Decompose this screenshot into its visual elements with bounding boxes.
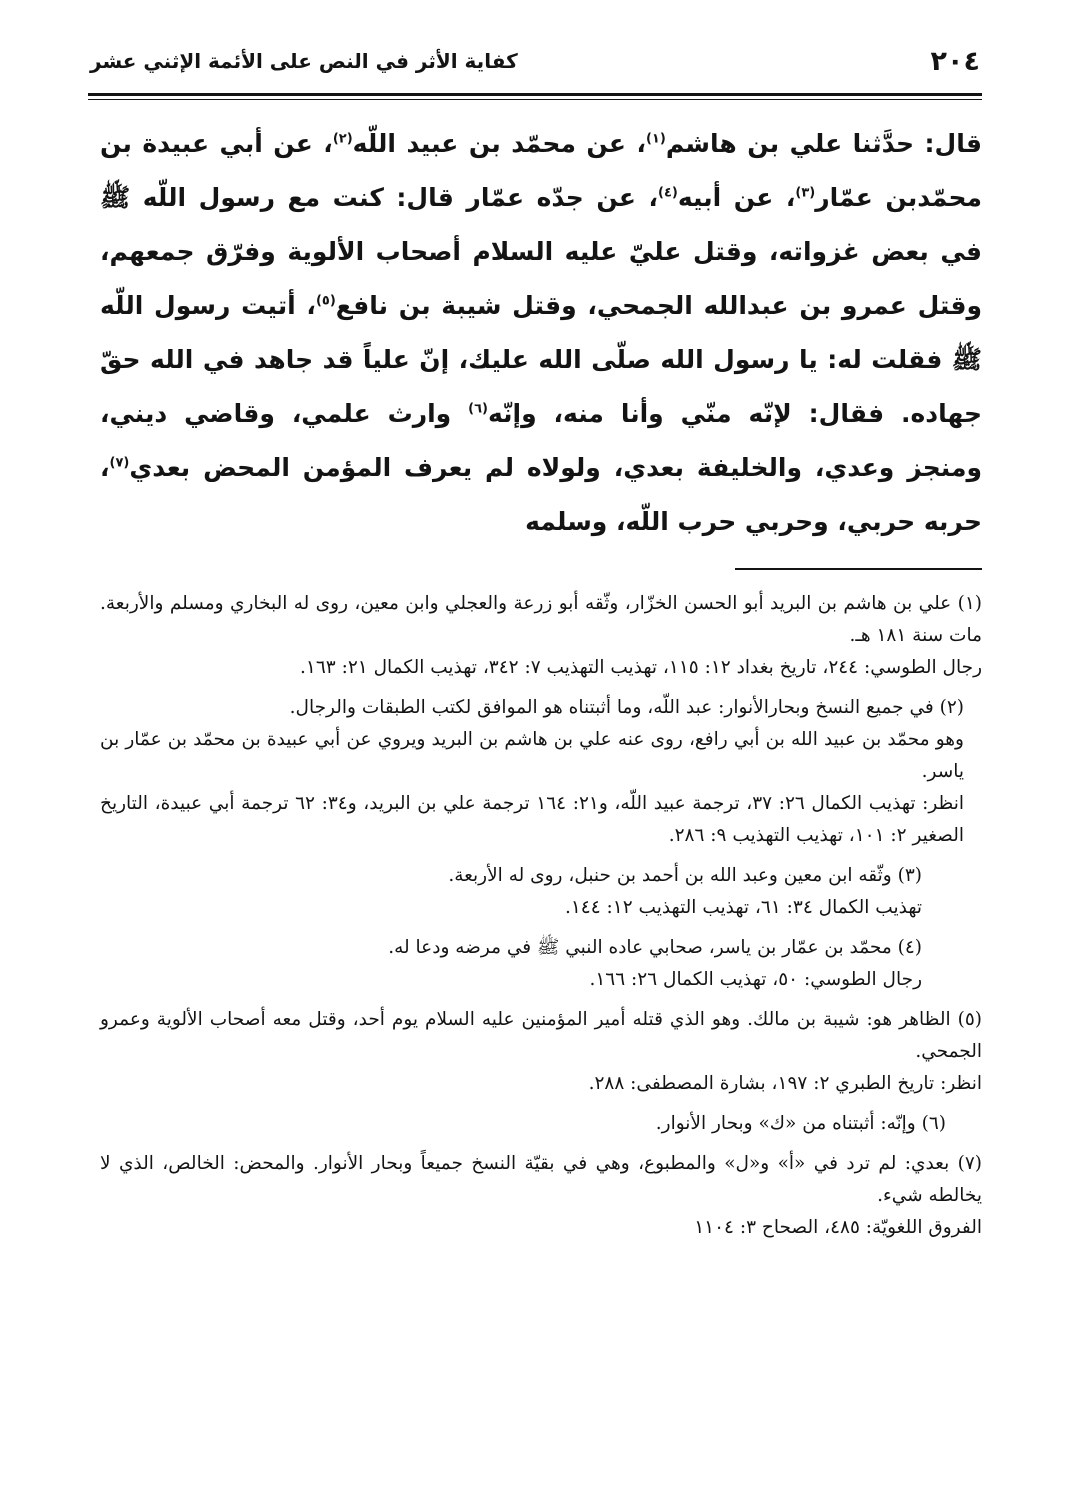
main-text-segment: قال: حدَّثنا علي بن هاشم xyxy=(665,129,982,158)
footnote-ref-1: (١) xyxy=(645,131,666,147)
footnote-4 xyxy=(100,932,982,996)
main-text-segment: ، أتيت رسول اللّه ﷺ فقلت له: يا رسول الله صلّى الله عليك، إنّ علياً قد جاهد في الله حقّ جهاده. فقال: لإنّه منّي وأنا منه، وإنّه xyxy=(100,291,982,428)
footnote-3-text: (٣) وثّقه ابن معين وعبد الله بن أحمد بن حنبل، روى له الأربعة. xyxy=(448,865,922,886)
main-text-segment: وارث علمي، وقاضي ديني، ومنجز وعدي، والخليفة بعدي، ولولاه لم يعرف المؤمن المحض بعدي xyxy=(100,399,982,482)
footnote-ref-4: (٤) xyxy=(658,185,678,201)
footnote-2-note: وهو محمّد بن عبيد الله بن أبي رافع، روى عنه علي بن هاشم بن البريد ويروي عن أبي عبيدة بن محمّد بن عمّار بن ياسر. xyxy=(100,729,964,782)
main-text xyxy=(100,117,982,549)
main-text-segment: ، حربه حربي، وحربي حرب اللّه، وسلمه xyxy=(100,453,982,536)
footnote-3-refs: تهذيب الكمال ٣٤: ٦١، تهذيب التهذيب ١٢: ١٤٤. xyxy=(564,897,922,918)
footnote-5 xyxy=(100,1004,982,1100)
footnote-separator xyxy=(735,568,982,570)
header-rule-thin xyxy=(88,99,982,100)
main-text-segment: ، عن أبي عبيدة بن محمّدبن عمّار xyxy=(100,129,982,212)
footnote-2-text: (٢) في جميع النسخ وبحارالأنوار: عبد اللّه، وما أثبتناه هو الموافق لكتب الطبقات والرجال. xyxy=(289,697,964,718)
footnote-5-text: (٥) الظاهر هو: شيبة بن مالك. وهو الذي قتله أمير المؤمنين عليه السلام يوم أحد، وقتل معه أصحاب الألوية وعمرو الجمحي. xyxy=(100,1009,982,1062)
footnote-2 xyxy=(100,692,982,852)
running-header xyxy=(90,36,980,86)
running-title: كفاية الأثر في النص على الأئمة الإثني عشر xyxy=(90,49,518,73)
footnote-7-refs: الفروق اللغويّة: ٤٨٥، الصحاح ٣: ١١٠٤ xyxy=(694,1217,982,1238)
footnote-1-text: (١) علي بن هاشم بن البريد أبو الحسن الخزّار، وثّقه أبو زرعة والعجلي وابن معين، روى له البخاري ومسلم والأربعة. مات سنة ١٨١ هـ. xyxy=(100,593,982,646)
footnotes xyxy=(100,588,982,1252)
footnote-4-text: (٤) محمّد بن عمّار بن ياسر، صحابي عاده النبي ﷺ في مرضه ودعا له. xyxy=(388,937,922,958)
footnote-ref-6: (٦) xyxy=(468,401,488,417)
footnote-1-refs: رجال الطوسي: ٢٤٤، تاريخ بغداد ١٢: ١١٥، تهذيب التهذيب ٧: ٣٤٢، تهذيب الكمال ٢١: ١٦٣. xyxy=(300,657,982,678)
footnote-3 xyxy=(100,860,982,924)
footnote-7 xyxy=(100,1148,982,1244)
footnote-1 xyxy=(100,588,982,684)
footnote-ref-3: (٣) xyxy=(795,185,816,201)
page-number: ٢٠٤ xyxy=(930,45,980,77)
main-text-segment: ، عن محمّد بن عبيد اللّه xyxy=(352,129,646,158)
footnote-4-refs: رجال الطوسي: ٥٠، تهذيب الكمال ٢٦: ١٦٦. xyxy=(589,969,922,990)
footnote-6-text: (٦) وإنّه: أثبتناه من «ك» وبحار الأنوار. xyxy=(655,1113,946,1134)
main-text-segment: ، عن جدّه عمّار قال: كنت مع رسول اللّه ﷺ في بعض غزواته، وقتل عليّ عليه السلام أصحاب الألوية وفرّق جمعهم، وقتل عمرو بن عبدالله الجمحي، وقتل شيبة بن نافع xyxy=(100,183,983,320)
footnote-7-text: (٧) بعدي: لم ترد في «أ» و«ل» والمطبوع، وهي في بقيّة النسخ جميعاً وبحار الأنوار. والمحض: الخالص، الذي لا يخالطه شيء. xyxy=(100,1153,982,1206)
footnote-ref-7: (٧) xyxy=(109,455,130,471)
footnote-2-refs: انظر: تهذيب الكمال ٢٦: ٣٧، ترجمة عبيد اللّه، و٢١: ١٦٤ ترجمة علي بن البريد، و٣٤: ٦٢ ترجمة أبي عبيدة، التاريخ الصغير ٢: ١٠١، تهذيب التهذيب ٩: ٢٨٦. xyxy=(100,793,964,846)
footnote-5-refs: انظر: تاريخ الطبري ٢: ١٩٧، بشارة المصطفى: ٢٨٨. xyxy=(588,1073,982,1094)
footnote-ref-5: (٥) xyxy=(315,293,336,309)
main-text-segment: ، عن أبيه xyxy=(677,183,796,212)
header-rule xyxy=(88,93,982,96)
footnote-6 xyxy=(100,1108,982,1140)
footnote-ref-2: (٢) xyxy=(332,131,353,147)
